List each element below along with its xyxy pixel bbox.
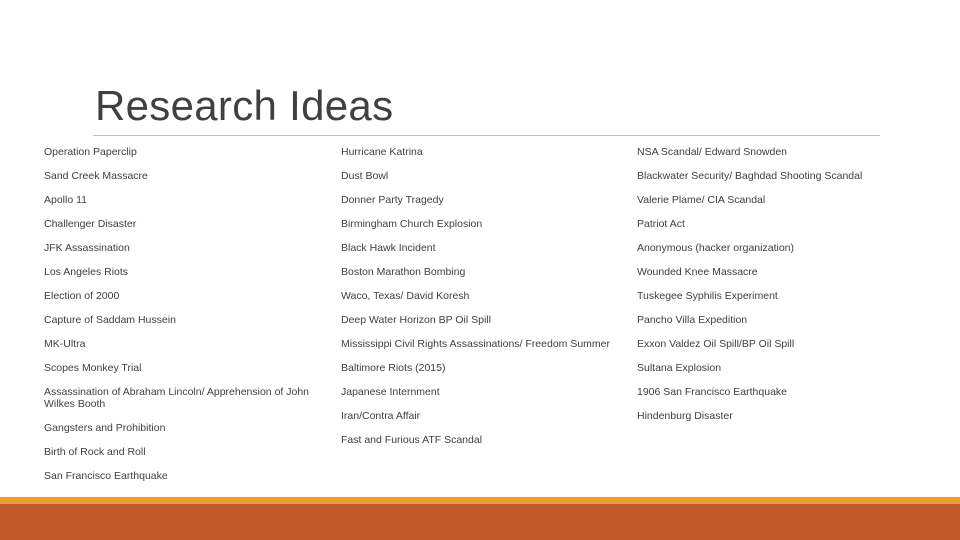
list-item: Iran/Contra Affair [341,410,421,422]
list-item: Japanese Internment [341,386,440,398]
list-item: Birth of Rock and Roll [44,446,146,458]
list-item: Wounded Knee Massacre [637,266,758,278]
list-item: Fast and Furious ATF Scandal [341,434,483,446]
list-item: Donner Party Tragedy [341,194,444,206]
list-item: NSA Scandal/ Edward Snowden [637,146,788,158]
slide-title: Research Ideas [95,82,394,129]
footer-accent-bar [0,497,960,504]
list-item: Gangsters and Prohibition [44,422,166,434]
list-item: Patriot Act [637,218,685,230]
ideas-column-3 [637,146,897,434]
list-item: Blackwater Security/ Baghdad Shooting Scandal [637,170,863,182]
list-item: Valerie Plame/ CIA Scandal [637,194,766,206]
list-item: Capture of Saddam Hussein [44,314,176,326]
list-item: Baltimore Riots (2015) [341,362,446,374]
list-item: Deep Water Horizon BP Oil Spill [341,314,491,326]
list-item: Anonymous (hacker organization) [637,242,794,254]
ideas-column-1 [44,146,334,494]
list-item: Hindenburg Disaster [637,410,733,422]
list-item: Dust Bowl [341,170,389,182]
list-item: Exxon Valdez Oil Spill/BP Oil Spill [637,338,795,350]
list-item: Hurricane Katrina [341,146,423,158]
list-item: 1906 San Francisco Earthquake [637,386,788,398]
list-item: San Francisco Earthquake [44,470,168,482]
list-item: Operation Paperclip [44,146,137,158]
list-item: Challenger Disaster [44,218,137,230]
list-item: Mississippi Civil Rights Assassinations/ Freedom Summer [341,338,610,350]
footer-band [0,504,960,540]
list-item: JFK Assassination [44,242,130,254]
list-item: Tuskegee Syphilis Experiment [637,290,778,302]
list-item: Scopes Monkey Trial [44,362,142,374]
list-item: Pancho Villa Expedition [637,314,748,326]
list-item: Waco, Texas/ David Koresh [341,290,470,302]
list-item: Assassination of Abraham Lincoln/ Apprehension of John Wilkes Booth [44,386,310,410]
list-item: Apollo 11 [44,194,88,206]
list-item: Los Angeles Riots [44,266,129,278]
list-item: Black Hawk Incident [341,242,436,254]
list-item: Election of 2000 [44,290,120,302]
ideas-column-2 [341,146,626,458]
title-divider [93,135,880,136]
list-item: MK-Ultra [44,338,86,350]
list-item: Sultana Explosion [637,362,722,374]
list-item: Birmingham Church Explosion [341,218,483,230]
list-item: Sand Creek Massacre [44,170,148,182]
list-item: Boston Marathon Bombing [341,266,466,278]
